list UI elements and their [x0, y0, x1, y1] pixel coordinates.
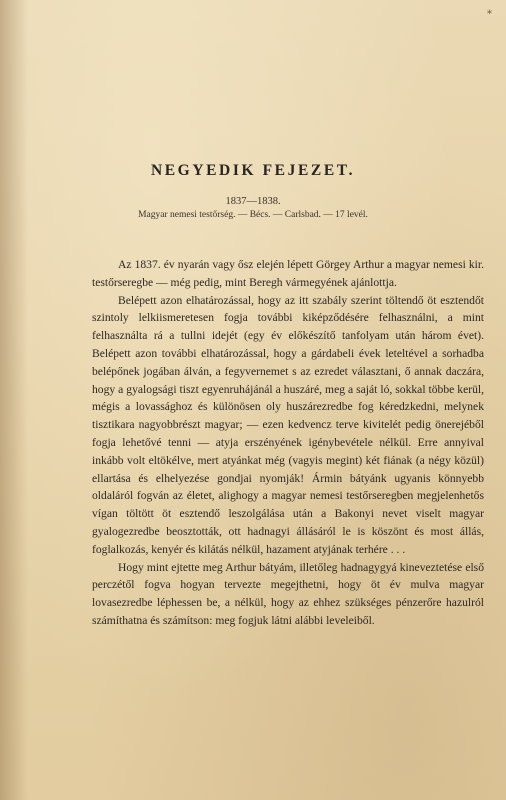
binding-gutter-shadow	[0, 0, 28, 800]
chapter-summary: Magyar nemesi testőrség. — Bécs. — Carlsbad. — 17 levél.	[138, 210, 368, 220]
chapter-years: 1837—1838.	[225, 196, 281, 207]
chapter-title: NEGYEDIK FEJEZET.	[150, 162, 356, 179]
paragraph: Az 1837. év nyarán vagy ősz elején lépett Görgey Arthur a magyar nemesi kir. testőrseregbe — még pedig, mint Beregh vármegyének ajánlottja.	[92, 258, 484, 289]
paragraph: Belépett azon elhatározással, hogy az itt szabály szerint töltendő öt esztendőt szintoly lelkiismeretesen fogja további kiképződésére felhasználni, a mint felhasználta rá a tullni idejét (egy év előkészítő tanfolyam után három évet). Belépett azon további elhatározással, hogy a gárdabeli évek leteltével a sorhadba belépőnek jogában álván, a fegyvernemet s az ezredet választani, ő annak daczára, hogy a gyalogsági tiszt egyenruhájánál a huszáré, meg a saját ló, sokkal többe kerül, mégis a lovassághoz és különösen oly huszárezredbe fog kéredzkedni, melynek tisztikara nagyobbrészt magyar; — ezen kedvencz terve kivitelét pedig önerejéből fogja lehetővé tenni — atyja erszényének igénybevétele nélkül. Erre annyival inkább volt eltökélve, mert atyánkat még (vagyis megint) két fiának (a négy közül) ellartása és elhelyezése gondjai nyomják! Ármin bátyánk ugyanis könnyebb oldaláról fogván az életet, alighogy a magyar nemesi testőrseregben megjelenhetős vígan töltött öt esztendő leszolgálása után a Bakonyi nevet viselt magyar gyalogezredbe beosztották, ott hadnagyi állásáról le is köszönt és most állás, foglalkozás, kenyér és kilátás nélkül, hazament atyjának terhére . . .	[92, 293, 484, 556]
paragraph: Hogy mint ejtette meg Arthur bátyám, illetőleg hadnagygyá kineveztetése első perczétől fogva hogyan tervezte megejthetni, hogy öt év mulva magyar lovasezredbe léphessen be, a nélkül, hogy az ehhez szükséges pénzerőre hazulról számíthatna és számítson: meg fogjuk látni alábbi leveleiből.	[92, 560, 484, 627]
chapter-body	[92, 256, 484, 630]
corner-mark: *	[487, 9, 492, 20]
